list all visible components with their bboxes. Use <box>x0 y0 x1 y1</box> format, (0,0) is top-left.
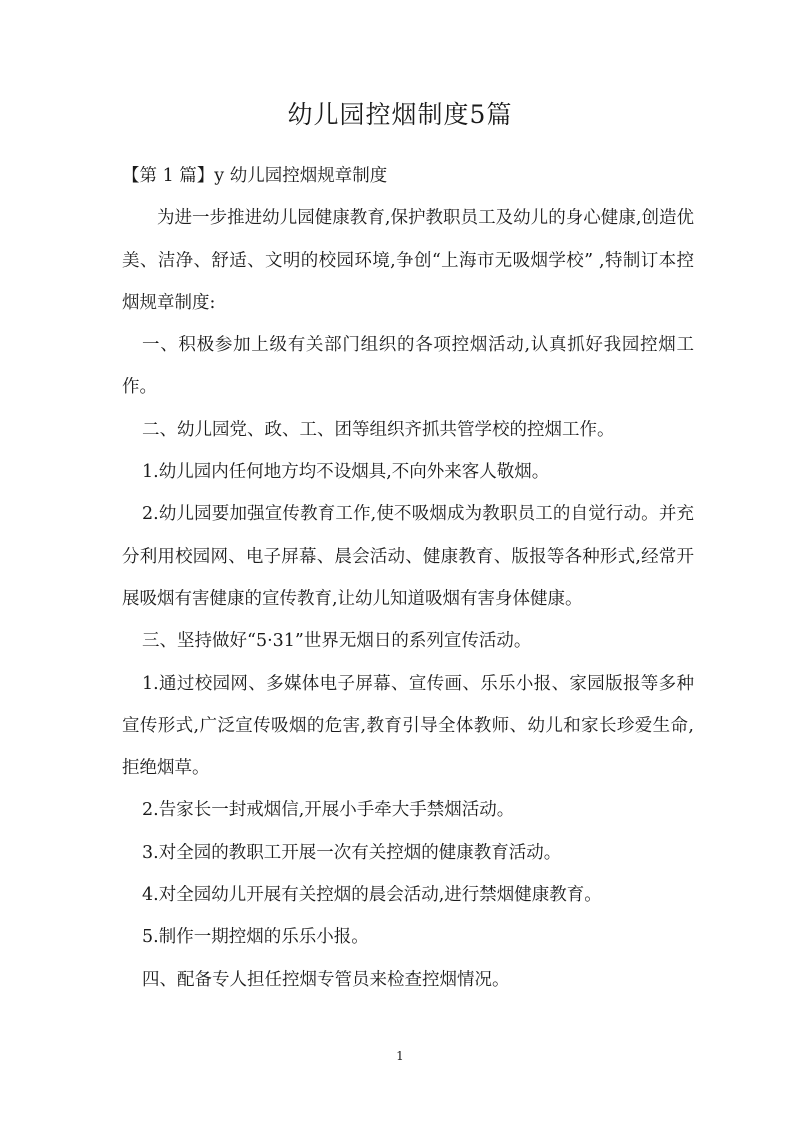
paragraph-item-3-3: 3.对全园的教职工开展一次有关控烟的健康教育活动。 <box>142 842 562 863</box>
section-heading: 【第 1 篇】y 幼儿园控烟规章制度 <box>122 166 388 186</box>
paragraph-item-2-1: 1.幼儿园内任何地方均不设烟具,不向外来客人敬烟。 <box>142 462 550 483</box>
paragraph-item-3-2: 2.告家长一封戒烟信,开展小手牵大手禁烟活动。 <box>142 800 515 821</box>
page-title: 幼儿园控烟制度5篇 <box>287 100 513 129</box>
paragraph-item-2-2: 2.幼儿园要加强宣传教育工作,使不吸烟成为教职员工的自觉行动。并充分利用校园网、电子屏幕、晨会活动、健康教育、版报等各种形式,经常开展吸烟有害健康的宣传教育,让幼儿知道吸烟有害身体健康。 <box>122 504 694 609</box>
paragraph-item-4: 四、配备专人担任控烟专管员来检查控烟情况。 <box>142 969 510 990</box>
paragraph-item-3-4: 4.对全园幼儿开展有关控烟的晨会活动,进行禁烟健康教育。 <box>142 885 602 906</box>
paragraph-item-3-1: 1.通过校园网、多媒体电子屏幕、宣传画、乐乐小报、家园版报等多种宣传形式,广泛宣传吸烟的危害,教育引导全体教师、幼儿和家长珍爱生命,拒绝烟草。 <box>122 673 694 779</box>
document-body <box>122 155 694 1001</box>
paragraph-item-2: 二、幼儿园党、政、工、团等组织齐抓共管学校的控烟工作。 <box>142 419 615 440</box>
paragraph-item-3: 三、坚持做好“5·31”世界无烟日的系列宣传活动。 <box>142 631 532 652</box>
paragraph-item-1: 一、积极参加上级有关部门组织的各项控烟活动,认真抓好我园控烟工作。 <box>122 335 694 398</box>
paragraph-intro: 为进一步推进幼儿园健康教育,保护教职员工及幼儿的身心健康,创造优美、洁净、舒适、文明的校园环境,争创“上海市无吸烟学校” ,特制订本控烟规章制度: <box>122 208 694 313</box>
page-number: 1 <box>396 1049 404 1063</box>
paragraph-item-3-5: 5.制作一期控烟的乐乐小报。 <box>142 927 369 948</box>
